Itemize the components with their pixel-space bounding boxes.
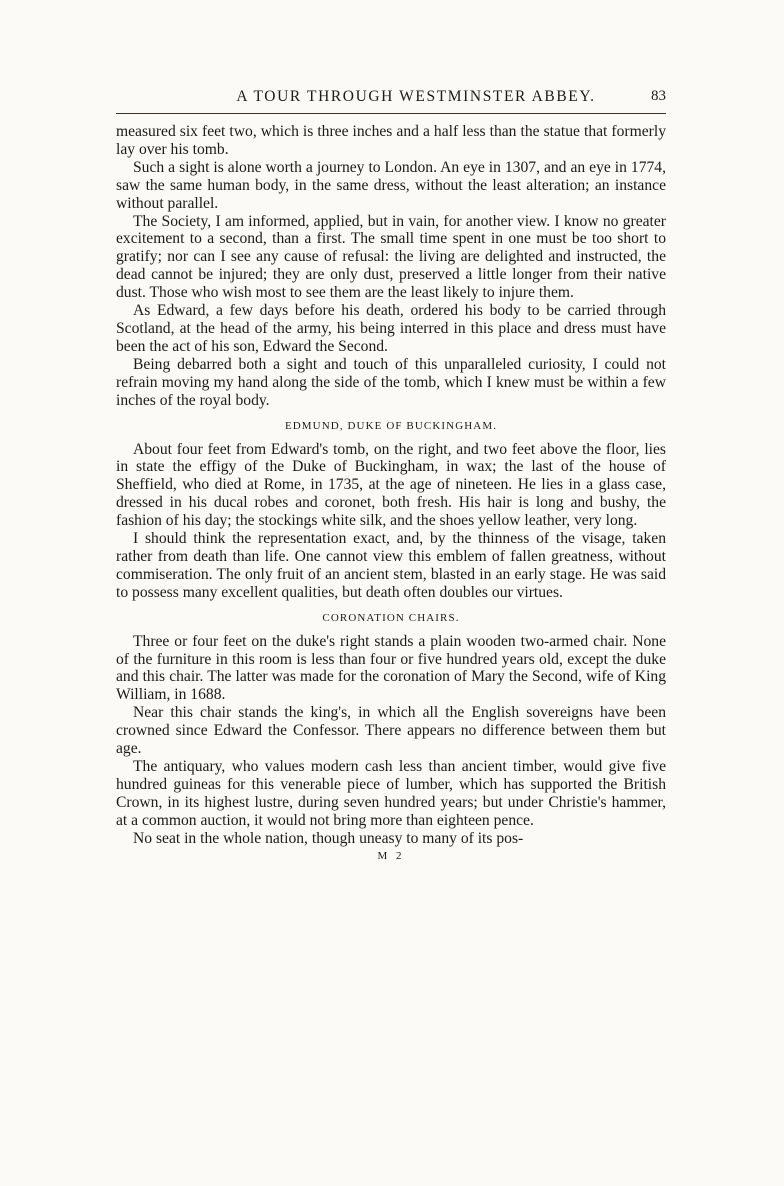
header-rule: [116, 113, 666, 114]
paragraph: measured six feet two, which is three inches and a half less than the statue that formerly lay over his tomb.: [116, 123, 666, 158]
paragraph: Three or four feet on the duke's right stands a plain wooden two-armed chair. None of the furniture in this room is less than four or five hundred years old, except the duke and this chair. The latter was made for the coronation of Mary the Second, wife of King William, in 1688.: [116, 632, 666, 704]
paragraph: Near this chair stands the king's, in which all the English sovereigns have been crowned since Edward the Confessor. There appears no difference between them but age.: [116, 704, 666, 758]
paragraph: The antiquary, who values modern cash less than ancient timber, would give five hundred guineas for this venerable piece of lumber, which has supported the British Crown, in its highest lustre, during seven hundred years; but under Christie's hammer, at a common auction, it would not bring more than eighteen pence.: [116, 758, 666, 829]
paragraph: I should think the representation exact, and, by the thinness of the visage, taken rather from death than life. One cannot view this emblem of fallen greatness, without commiseration. The only fruit of an ancient stem, blasted in an early stage. He was said to possess many excellent qualities, but death often doubles our virtues.: [116, 530, 666, 601]
paragraph: As Edward, a few days before his death, ordered his body to be carried through Scotland, at the head of the army, his being interred in this place and dress must have been the act of his son, Edward the Second.: [116, 302, 666, 355]
paragraph: No seat in the whole nation, though uneasy to many of its pos-: [133, 829, 524, 847]
paragraph: The Society, I am informed, applied, but in vain, for another view. I know no greater excitement to a second, than a first. The small time spent in one must be too short to gratify; nor can I see any cause of refusal: the living are delighted and instructed, the dead cannot be injured; they are only dust, preserved a little longer from their native dust. Those who wish most to see them are the least likely to injure them.: [116, 212, 666, 302]
section-heading: EDMUND, DUKE OF BUCKINGHAM.: [284, 419, 498, 432]
book-page: [116, 88, 666, 862]
running-head-title: A TOUR THROUGH WESTMINSTER ABBEY.: [236, 88, 596, 105]
paragraph: Such a sight is alone worth a journey to London. An eye in 1307, and an eye in 1774, saw the same human body, in the same dress, without the least alteration; an instance without parallel.: [116, 158, 666, 212]
paragraph: Being debarred both a sight and touch of this unparalleled curiosity, I could not refrain moving my hand along the side of the tomb, which I knew must be within a few inches of the royal body.: [116, 355, 666, 409]
page-number: 83: [651, 88, 666, 104]
running-head: [116, 88, 666, 110]
paragraph: About four feet from Edward's tomb, on the right, and two feet above the floor, lies in state the effigy of the Duke of Buckingham, in wax; the last of the house of Sheffield, who died at Rome, in 1735, at the age of nineteen. He lies in a glass case, dressed in his ducal robes and coronet, both fresh. His hair is long and bushy, the fashion of his day; the stockings white silk, and the shoes yellow leather, very long.: [116, 440, 666, 530]
signature-mark: M 2: [377, 849, 405, 862]
section-heading: CORONATION CHAIRS.: [322, 611, 460, 624]
body-text: [116, 123, 666, 848]
